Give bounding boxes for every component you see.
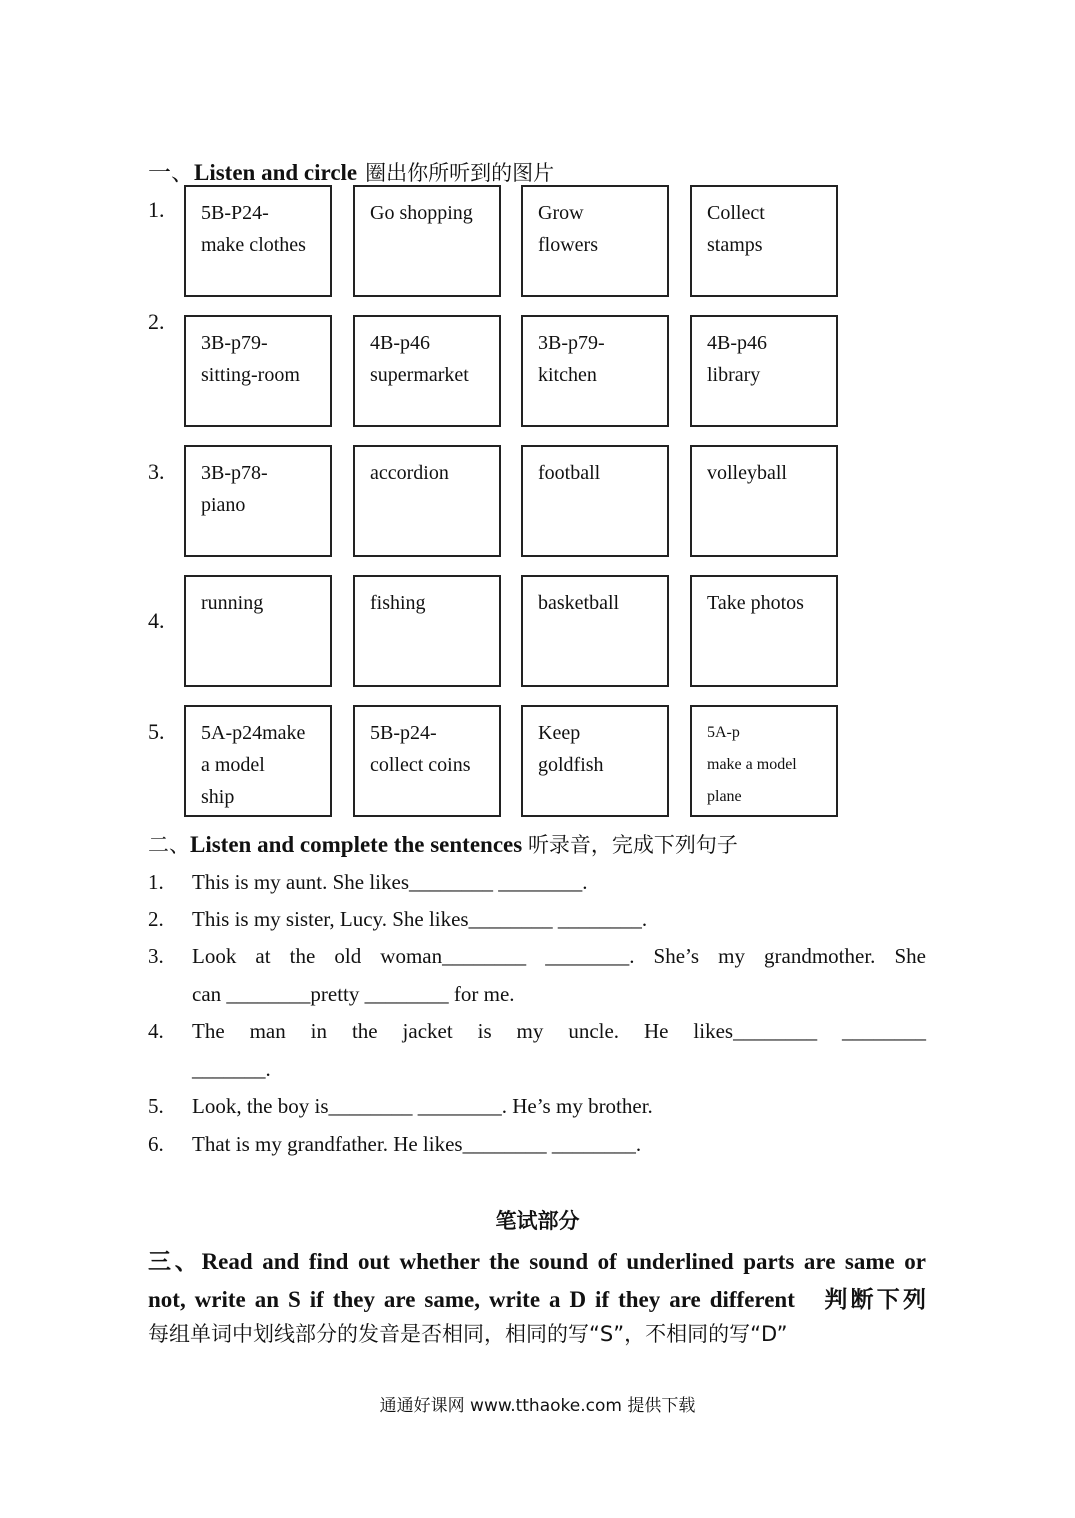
sentence-text: That is my grandfather. He likes________ ________.: [192, 1132, 642, 1156]
section1-heading: [148, 154, 554, 187]
picture-option[interactable]: Keep goldfish: [521, 705, 669, 817]
picture-option[interactable]: Go shopping: [353, 185, 501, 297]
picture-option[interactable]: Collect stamps: [690, 185, 838, 297]
section1-title-cn: 圈出你所听到的图片: [365, 161, 555, 185]
sentence-text: This is my aunt. She likes________ ________.: [192, 870, 588, 894]
picture-option[interactable]: football: [521, 445, 669, 557]
question-row-3: [148, 445, 848, 561]
sentence-number: 4.: [148, 1019, 164, 1043]
picture-option[interactable]: fishing: [353, 575, 501, 687]
sentence-continuation: can ________pretty ________ for me.: [192, 982, 515, 1006]
picture-option[interactable]: 4B-p46 supermarket: [353, 315, 501, 427]
section3-instruction-cn: 每组单词中划线部分的发音是否相同，相同的写“S”，不相同的写“D”: [148, 1322, 788, 1346]
section2-prefix: 二、: [148, 833, 190, 857]
sentence-text: Look at the old woman________ ________. She’s my grandmother. She: [192, 944, 926, 968]
picture-option[interactable]: 3B-p79- kitchen: [521, 315, 669, 427]
section1-title: Listen and circle: [194, 160, 358, 185]
picture-option[interactable]: running: [184, 575, 332, 687]
picture-option[interactable]: 5B-p24- collect coins: [353, 705, 501, 817]
row-number: 3.: [148, 459, 165, 484]
picture-option[interactable]: 5A-p24make a model ship: [184, 705, 332, 817]
sentence-number: 3.: [148, 944, 164, 968]
question-row-5: [148, 705, 848, 821]
picture-option[interactable]: volleyball: [690, 445, 838, 557]
row-number: 5.: [148, 719, 165, 744]
question-row-2: [148, 309, 848, 431]
row-number: 4.: [148, 608, 165, 633]
picture-option[interactable]: accordion: [353, 445, 501, 557]
picture-option[interactable]: Grow flowers: [521, 185, 669, 297]
section1-prefix: 一、: [148, 160, 194, 185]
picture-option[interactable]: basketball: [521, 575, 669, 687]
section2-heading: [148, 829, 738, 859]
sentence-text: Look, the boy is________ ________. He’s my brother.: [192, 1094, 653, 1118]
question-row-1: [148, 185, 848, 301]
picture-option[interactable]: 3B-p78- piano: [184, 445, 332, 557]
sentence-continuation: _______.: [192, 1057, 271, 1081]
picture-option[interactable]: Take photos: [690, 575, 838, 687]
section3-instruction-line2: not, write an S if they are same, write a D if they are different 判断下列: [148, 1287, 926, 1312]
row-number: 2.: [148, 309, 165, 334]
picture-option[interactable]: 3B-p79- sitting-room: [184, 315, 332, 427]
section2-title-cn: 听录音，完成下列句子: [527, 833, 738, 857]
section2-title: Listen and complete the sentences: [190, 832, 523, 857]
sentence-text: This is my sister, Lucy. She likes________ ________.: [192, 907, 648, 931]
written-part-heading: 笔试部分: [495, 1209, 580, 1233]
sentence-text: The man in the jacket is my uncle. He likes________ ________: [192, 1019, 926, 1043]
section3-instruction-line1: 三、Read and find out whether the sound of underlined parts are same or: [148, 1249, 926, 1274]
footer-credit: 通通好课网 www.tthaoke.com 提供下载: [379, 1396, 696, 1416]
question-row-4: [148, 575, 848, 691]
sentence-number: 2.: [148, 907, 164, 931]
sentence-number: 6.: [148, 1132, 164, 1156]
row-number: 1.: [148, 197, 165, 222]
sentence-number: 1.: [148, 870, 164, 894]
sentence-number: 5.: [148, 1094, 164, 1118]
picture-option[interactable]: 5A-p make a model plane: [690, 705, 838, 817]
picture-option[interactable]: 4B-p46 library: [690, 315, 838, 427]
picture-option[interactable]: 5B-P24- make clothes: [184, 185, 332, 297]
